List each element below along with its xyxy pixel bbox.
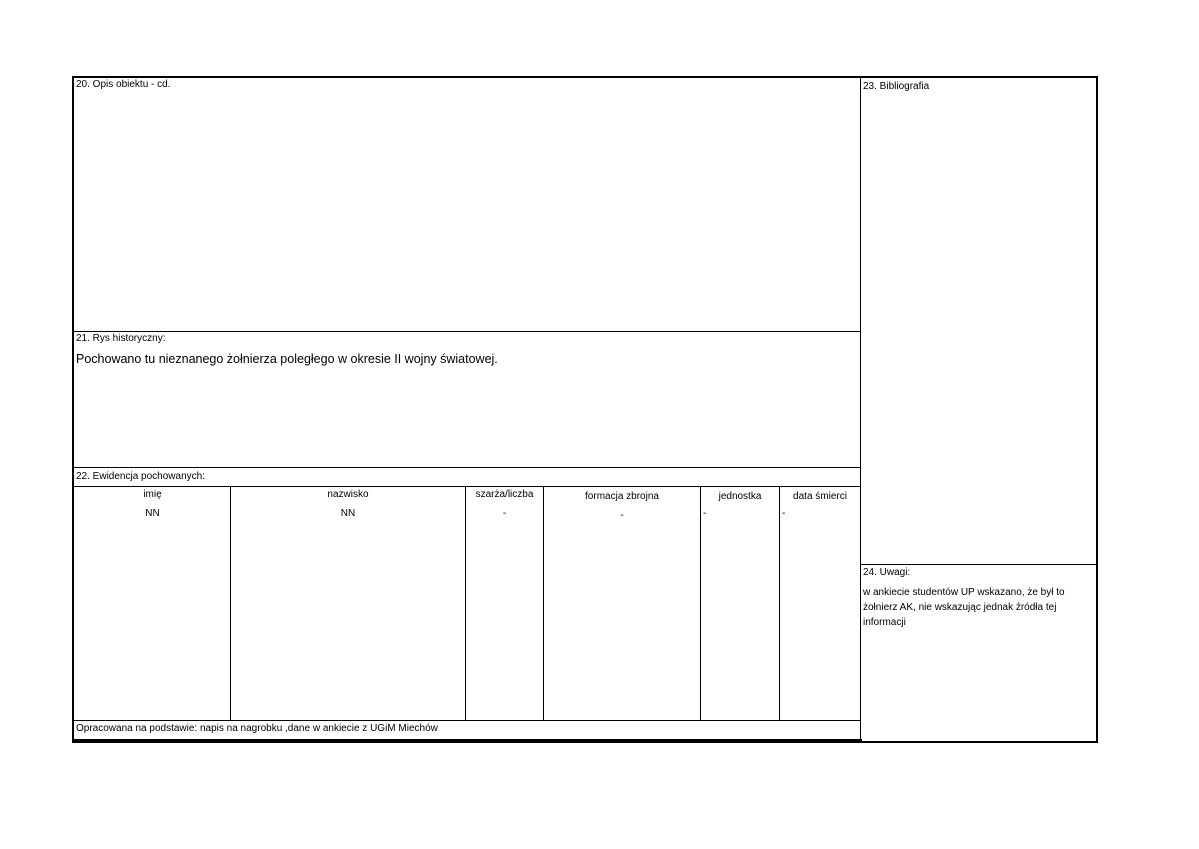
section-21-label: 21. Rys historyczny: <box>76 333 166 344</box>
section-24-label: 24. Uwagi: <box>863 567 911 578</box>
table-cell-szarza: - <box>502 508 507 519</box>
col-header-jednostka: jednostka <box>718 491 762 502</box>
col-line-1 <box>230 486 231 720</box>
divider-table-footer <box>74 720 860 721</box>
table-cell-nazwisko: NN <box>340 508 356 519</box>
section-22-label: 22. Ewidencja pochowanych: <box>76 471 205 482</box>
col-header-nazwisko: nazwisko <box>327 489 369 500</box>
table-cell-imie: NN <box>145 508 160 519</box>
left-bottom-border <box>72 739 862 742</box>
section-23-label: 23. Bibliografia <box>863 81 930 92</box>
section-21-text: Pochowano tu nieznanego żołnierza poległego w okresie II wojny światowej. <box>76 352 498 366</box>
table-cell-data-smierci: - <box>782 508 786 519</box>
section-24-text: w ankiecie studentów UP wskazano, że był to żołnierz AK, nie wskazując jednak źródła tej informacji <box>863 587 1065 628</box>
divider-20-21 <box>74 331 860 332</box>
table-cell-jednostka: - <box>703 508 707 519</box>
table-cell-formacja: - <box>620 510 624 521</box>
col-line-4 <box>700 486 701 720</box>
table-footer-source: Opracowana na podstawie: napis na nagrobku ,dane w ankiecie z UGiM Miechów <box>76 723 438 734</box>
col-line-5 <box>779 486 780 720</box>
col-line-2 <box>465 486 466 720</box>
col-header-imie: imię <box>143 489 162 500</box>
col-header-data-smierci: data śmierci <box>793 491 847 502</box>
divider-23-24 <box>861 564 1096 565</box>
col-header-szarza: szarża/liczba <box>475 489 534 500</box>
form-frame <box>72 76 1098 743</box>
col-header-formacja: formacja zbrojna <box>585 491 659 502</box>
section-20-label: 20. Opis obiektu - cd. <box>76 79 171 90</box>
divider-21-22 <box>74 467 860 468</box>
main-divider <box>860 77 861 742</box>
divider-22-label <box>74 486 860 487</box>
